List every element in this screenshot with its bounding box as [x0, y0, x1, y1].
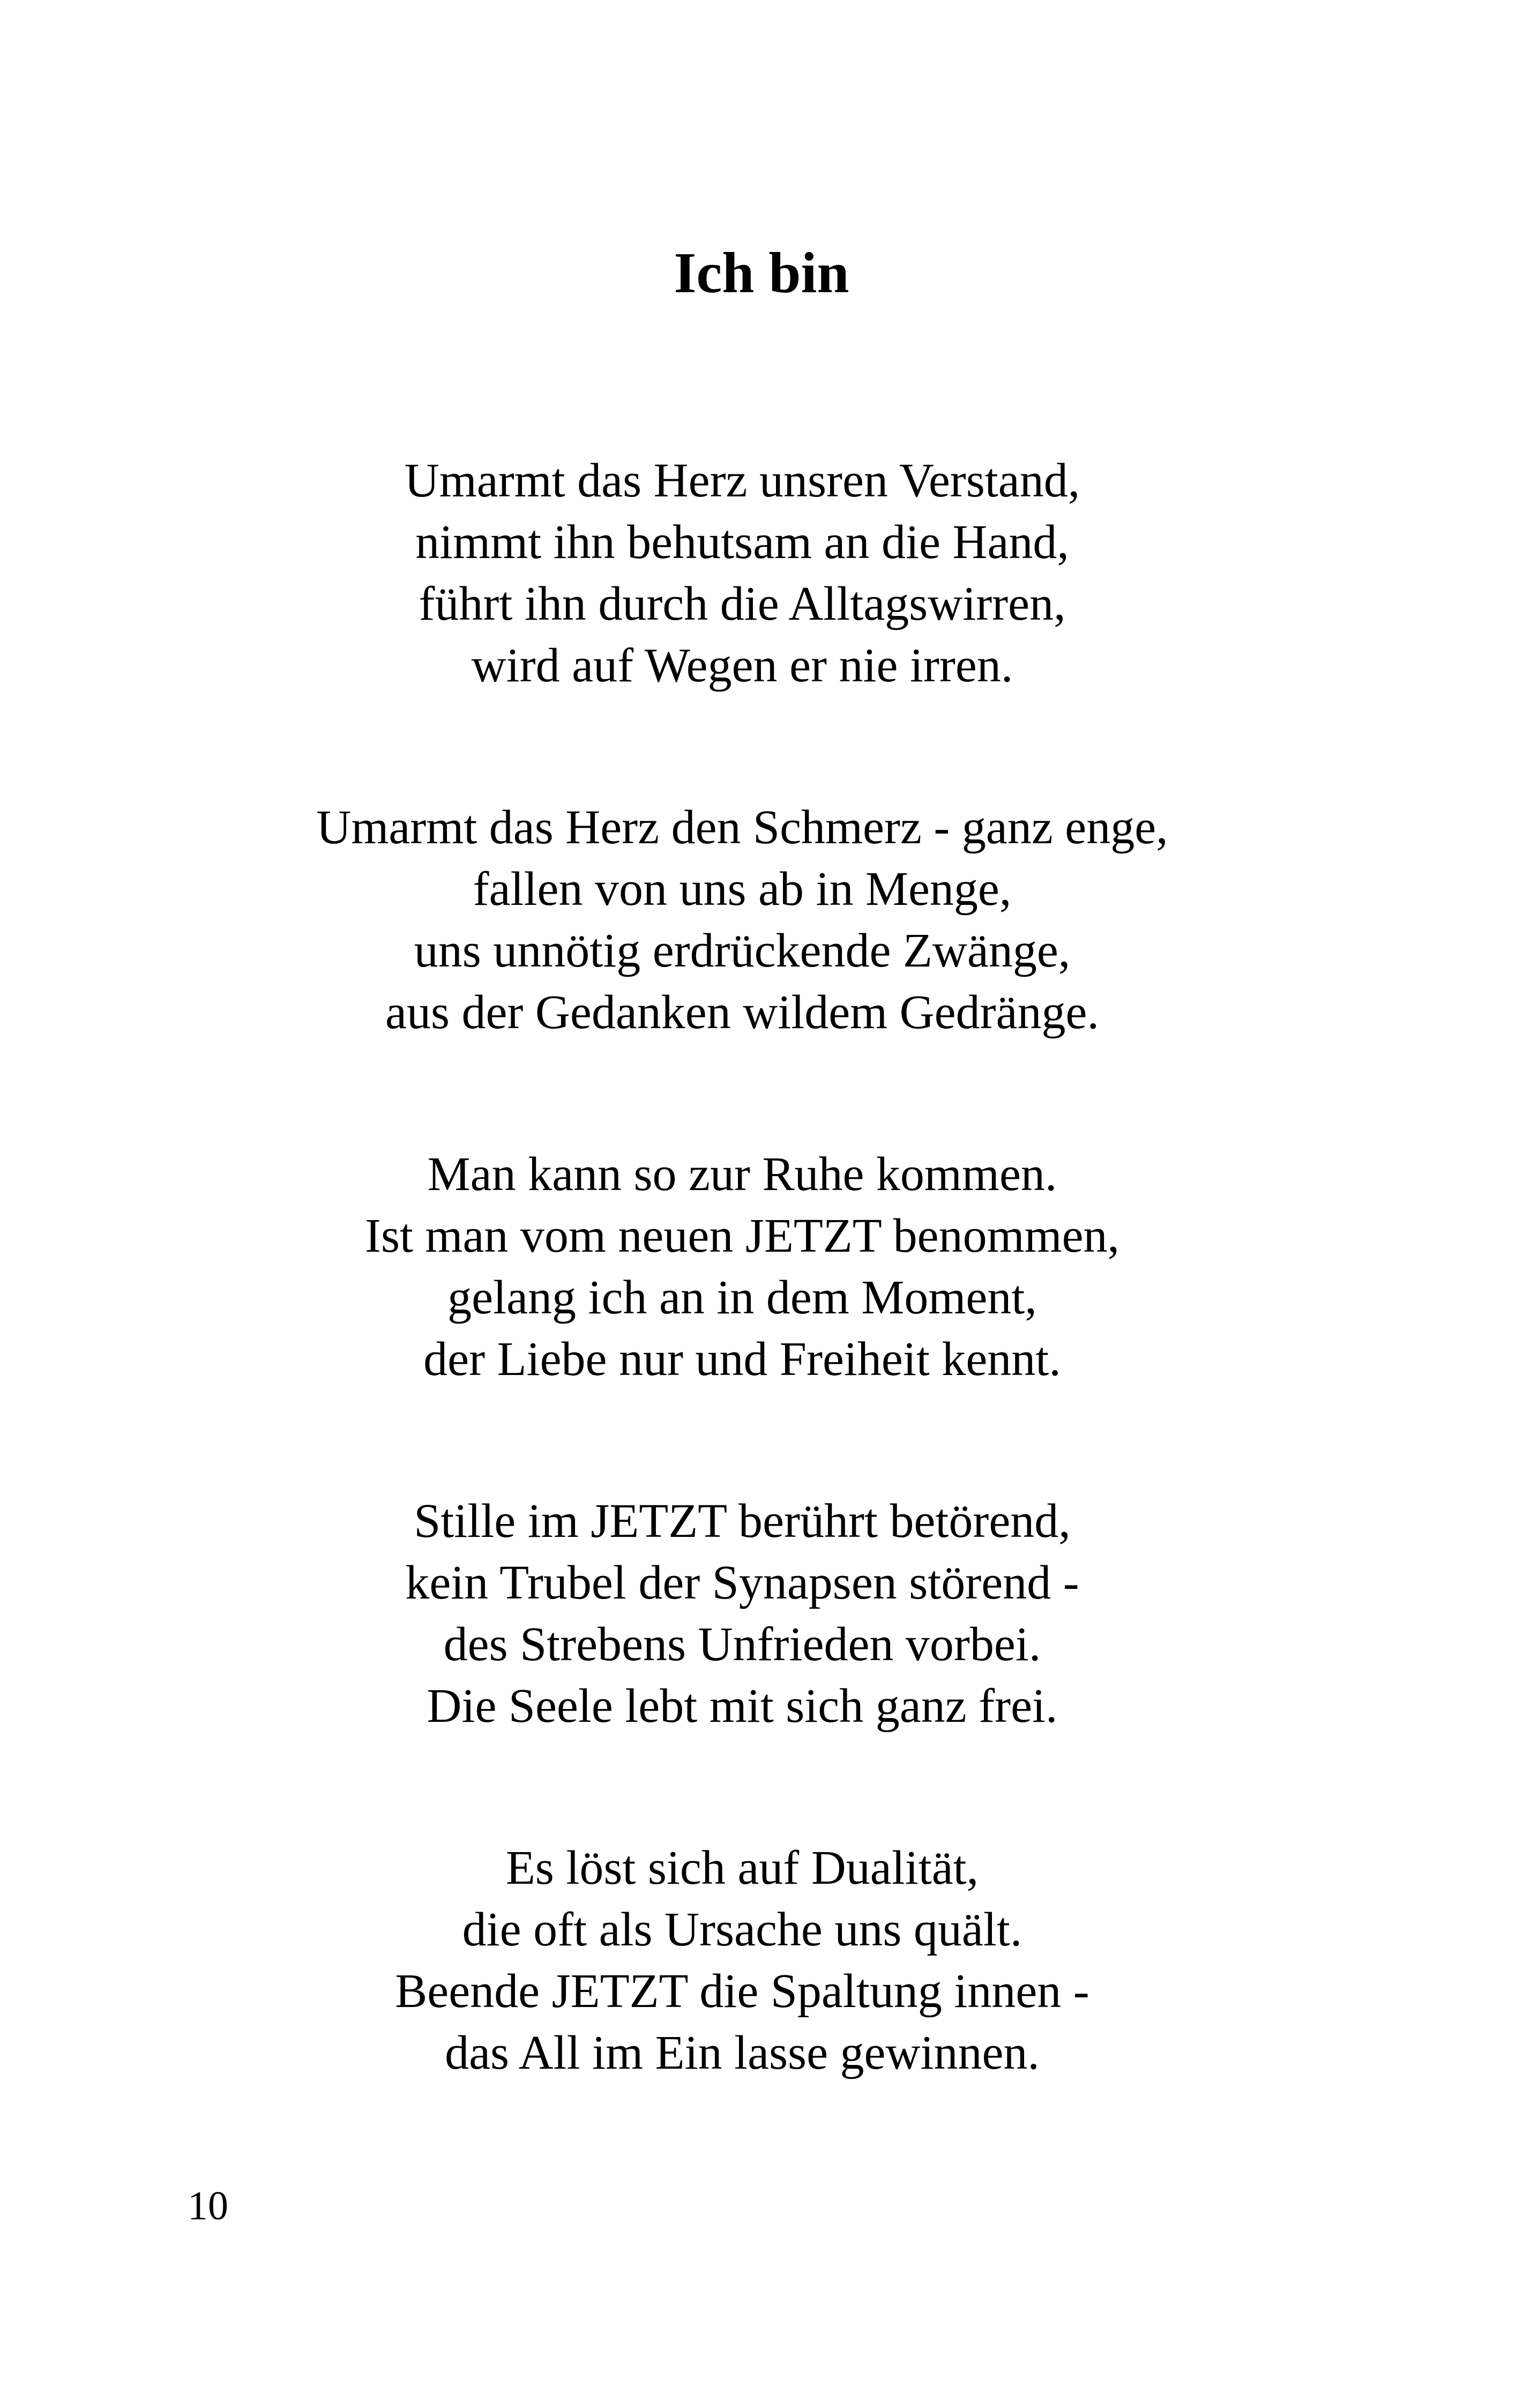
stanza: [0, 1837, 1484, 2084]
stanza: [0, 1143, 1484, 1390]
verse-line: uns unnötig erdrückende Zwänge,: [414, 924, 1071, 977]
verse-line: nimmt ihn behutsam an die Hand,: [415, 516, 1069, 569]
verse-line: Beende JETZT die Spaltung innen -: [395, 1965, 1089, 2018]
verse-line: das All im Ein lasse gewinnen.: [445, 2026, 1040, 2079]
verse-line: Man kann so zur Ruhe kommen.: [427, 1148, 1057, 1201]
page-number: 10: [188, 2183, 228, 2228]
verse-line: aus der Gedanken wildem Gedränge.: [385, 986, 1099, 1039]
verse-line: fallen von uns ab in Menge,: [473, 863, 1012, 916]
verse-line: des Strebens Unfrieden vorbei.: [443, 1618, 1041, 1671]
verse-line: Umarmt das Herz unsren Verstand,: [404, 454, 1080, 507]
verse-line: gelang ich an in dem Moment,: [447, 1271, 1037, 1324]
stanza: [0, 1490, 1484, 1737]
verse-line: Umarmt das Herz den Schmerz - ganz enge,: [316, 801, 1168, 854]
verse-line: wird auf Wegen er nie irren.: [471, 639, 1013, 692]
verse-line: Die Seele lebt mit sich ganz frei.: [427, 1679, 1058, 1733]
stanza: [0, 797, 1484, 1043]
verse-line: die oft als Ursache uns quält.: [462, 1903, 1022, 1956]
verse-line: führt ihn durch die Alltagswirren,: [419, 577, 1066, 630]
verse-line: Ist man vom neuen JETZT benommen,: [364, 1209, 1120, 1262]
poem-body: [0, 450, 1484, 2184]
stanza: [0, 450, 1484, 696]
verse-line: Stille im JETZT berührt betörend,: [414, 1495, 1071, 1548]
verse-line: der Liebe nur und Freiheit kennt.: [423, 1333, 1061, 1386]
poem-title: Ich bin: [674, 241, 849, 305]
verse-line: Es löst sich auf Dualität,: [505, 1841, 979, 1894]
verse-line: kein Trubel der Synapsen störend -: [405, 1556, 1079, 1609]
